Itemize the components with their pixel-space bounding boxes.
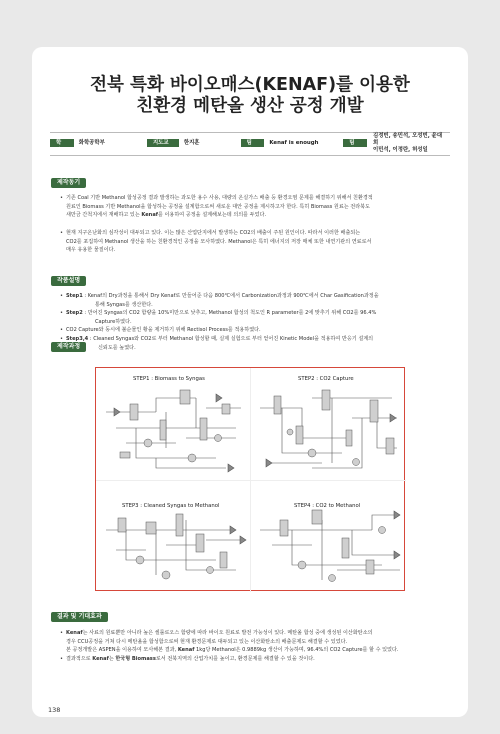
results-body: • Kenaf는 사료의 원료뿐만 아니라 높은 셀룰로오스 함량에 따라 바이오 원료로 발전 가능성이 있다. 메탄올 합성 중에 생성된 이산화탄소의 경우 CCU공정을 거쳐 다시 메탄올을 합성함으로써 현재 환경문제로 대두되고 있는 이산화탄소의 배출문제도 해결할 수 있었다. 본 공정개발은 ASPEN을 이용하여 모사해본 결과, Kenaf 1kg당 Methanol은 0.9889kg 생산이 가능하며, 96.4%의 CO2 Capture를 할 수 있었다. • 결과적으로 Kenaf는 한국형 Biomass로서 전북지역의 산업가치를 높이고, 환경문제를 해결할 수 있을 것이다. (60, 630, 399, 662)
section-process-header: 제작과정 (51, 342, 86, 352)
members-label: 팀 원 (343, 139, 367, 147)
team-value: Kenaf is enough (269, 139, 319, 146)
advisor-label: 지도교수 (147, 139, 179, 147)
diagram-divider-horizontal (96, 480, 406, 481)
members-line-1: 김정빈, 송민석, 오성빈, 윤대희 (373, 132, 443, 146)
info-row (50, 133, 450, 153)
section-motivation-header: 제작동기 (51, 178, 86, 188)
step1-panel (96, 368, 250, 480)
step2-flowsheet (252, 368, 406, 480)
step4-panel (252, 480, 406, 592)
step4-title: STEP4 : CO2 to Methanol (294, 503, 361, 509)
step3-panel (96, 480, 250, 592)
poster-title (0, 75, 500, 117)
step2-title: STEP2 : CO2 Capture (298, 376, 354, 382)
advisor-value: 한지훈 (183, 139, 200, 146)
step1-title: STEP1 : Biomass to Syngas (133, 376, 205, 382)
process-flow-diagrams (95, 367, 405, 591)
team-label: 팀 명 (241, 139, 265, 147)
dept-value: 화학공학부 (78, 139, 105, 146)
info-bottom-rule (50, 155, 450, 156)
section-description-header: 작품설명 (51, 276, 86, 286)
motivation-paragraph-2: • 현재 지구온난화의 심각성이 대두되고 있다. 이는 많은 산업단지에서 발생하는 CO2의 배출이 주된 원인이다. 따라서 이러한 배출되는 CO2를 포집하여 Methanol 생산을 하는 친환경적인 공정을 모사하였다. Methanol은 특히 에너지의 저장 매체 또한 내연기관의 연료로서 매우 유용한 물질이다. (60, 230, 372, 254)
dept-label: 학 과 (50, 139, 74, 147)
step3-title: STEP3 : Cleaned Syngas to Methanol (122, 503, 220, 509)
page-number: 138 (48, 706, 61, 714)
members-line-2: 이민석, 이정란, 허성일 (373, 146, 428, 153)
motivation-paragraph-1: • 기존 Coal 기반 Methanol 합성공정 결과 발생하는 과도한 용수 사용, 대량의 온실가스 배출 등 환경오염 문제를 해결하기 위해서 친환경적 원료인 Biomass 기반 Methanol을 합성하는 공정을 설계함으로써 새로운 대안 공정을 제시하고자 한다. 특히 Biomass 원료는 전라북도 새만금 간척지에서 재배하고 있는 Kenaf를 이용하여 공정을 설계해보는데 의의를 두었다. (60, 195, 373, 219)
step3-flowsheet (96, 480, 250, 592)
section-results-header: 결과 및 기대효과 (51, 612, 108, 622)
title-line-2: 친환경 메탄올 생산 공정 개발 (136, 96, 364, 116)
step2-panel (252, 368, 406, 480)
step4-flowsheet (252, 480, 406, 592)
description-body: • Step1 : Kenaf의 Dry과정을 통해서 Dry Kenaf로 만들어준 다음 800℃에서 Carbonization과정과 900℃에서 Char Gasification과정을 통해 Syngas를 생산한다. • Step2 : 만어진 Syngas의 CO2 함량을 10%미만으로 낮추고, Methanol 합성의 척도인 R parameter를 2에 맞추기 위해 CO2를 96.4% Capture하였다. • CO2 Capture와 동시에 불순물인 황을 제거하기 위해 Rectisol Process를 적용하였다. • Step3,4 : Cleaned Syngas와 CO2로 부터 Methanol 합성할 때, 실제 실험으로 부터 얻어진 Kinetic Model을 적용하여 반응기 설계의 신뢰도를 높였다. (60, 293, 379, 351)
title-line-1: 전북 특화 바이오매스(KENAF)를 이용한 (90, 75, 410, 95)
step1-flowsheet (96, 368, 250, 480)
members-value (367, 133, 450, 154)
